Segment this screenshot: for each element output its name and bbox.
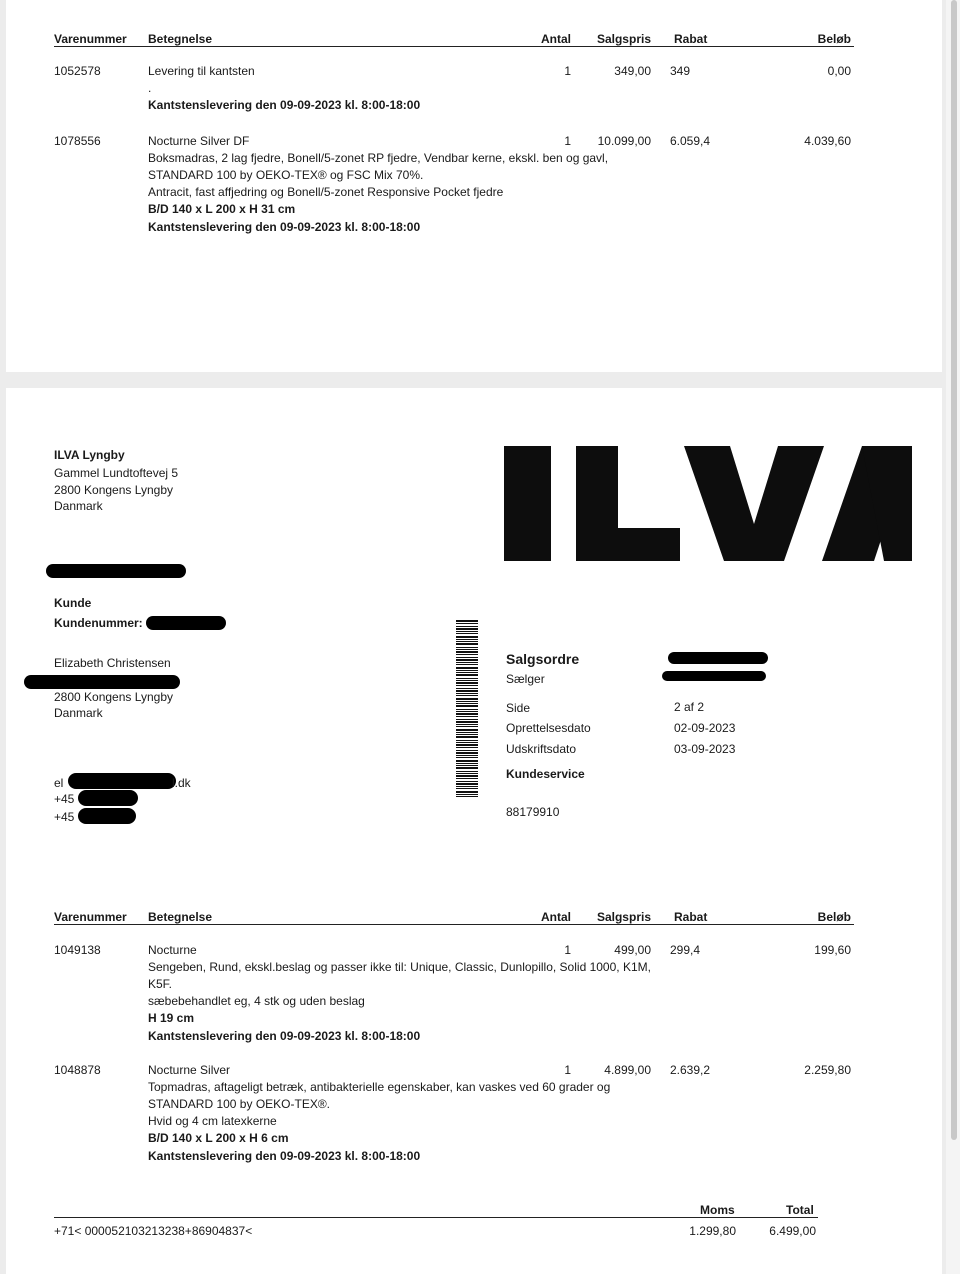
redaction-mark [668,652,768,664]
barcode-bar [456,657,478,658]
barcode-bar [456,672,478,673]
line-item-discount: 299,4 [670,943,701,957]
customer-service-phone: 88179910 [506,805,560,819]
barcode-bar [456,703,478,704]
line-item-detail: STANDARD 100 by OEKO-TEX® og FSC Mix 70%. [148,168,424,182]
line-item-detail: K5F. [148,977,173,991]
barcode-bar [456,633,478,634]
page-value: 2 af 2 [674,700,705,714]
customer-name: Elizabeth Christensen [54,656,171,670]
barcode-bar [456,755,478,756]
line-item-number: 1049138 [54,943,101,957]
barcode-bar [456,690,478,692]
line-item-detail: . [148,81,152,95]
barcode-bar [456,711,478,712]
seller-label: Sælger [506,672,545,686]
barcode-bar [456,695,478,696]
column-header-belob: Beløb [817,32,851,46]
line-item-number: 1078556 [54,134,101,148]
barcode-bar [456,678,478,679]
barcode-bar [456,641,478,642]
column-header-rabat: Rabat [674,32,708,46]
barcode-bar [456,698,478,700]
line-item-detail: Antracit, fast affjedring og Bonell/5-zonet Responsive Pocket fjedre [148,185,504,199]
order-title: Salgsordre [506,651,580,667]
barcode-bar [456,773,478,774]
column-header-antal: Antal [541,32,571,46]
barcode-bar [456,752,478,754]
vat-label: Moms [700,1203,735,1217]
barcode [456,620,478,800]
redaction-mark [68,773,176,789]
column-header-betegnelse: Betegnelse [148,910,213,924]
barcode-bar [456,757,478,758]
store-name: ILVA Lyngby [54,448,125,462]
created-date-value: 02-09-2023 [674,721,736,735]
column-header-varenummer: Varenummer [54,32,127,46]
barcode-bar [456,760,478,762]
barcode-bar [456,732,478,733]
redaction-mark [662,671,766,681]
barcode-bar [456,709,478,710]
line-item-price: 499,00 [614,943,651,957]
line-item-amount: 0,00 [827,64,851,78]
line-item-name: Nocturne Silver DF [148,134,250,148]
barcode-bar [456,783,478,785]
line-item-name: Nocturne Silver [148,1063,231,1077]
line-item-amount: 199,60 [814,943,851,957]
barcode-bar [456,734,478,735]
barcode-bar [456,736,478,738]
barcode-bar [456,740,478,741]
barcode-bar [456,724,478,725]
line-item-detail: Sengeben, Rund, ekskl.beslag og passer ikke til: Unique, Classic, Dunlopillo, Solid 1000, K1M, [148,960,651,974]
barcode-bar [456,664,478,665]
line-item-quantity: 1 [564,64,571,78]
barcode-bar [456,631,478,632]
customer-phone-2: +45 [54,810,75,824]
header-rule [54,924,854,925]
vat-value: 1.299,80 [689,1224,736,1238]
customer-email-start: el [54,776,64,790]
customer-city: 2800 Kongens Lyngby [54,690,173,704]
document-page-1 [6,0,942,372]
barcode-bar [456,680,478,681]
column-header-varenummer: Varenummer [54,910,127,924]
barcode-bar [456,693,478,694]
line-item-quantity: 1 [564,943,571,957]
barcode-bar [456,662,478,663]
line-item-delivery-info: Kantstenslevering den 09-09-2023 kl. 8:00-18:00 [148,98,421,112]
line-item-amount: 2.259,80 [804,1063,851,1077]
redaction-mark [78,790,138,806]
scrollbar-track[interactable] [946,0,960,1274]
redaction-mark [46,564,186,578]
line-item-name: Levering til kantsten [148,64,255,78]
barcode-bar [456,647,478,648]
barcode-bar [456,794,478,795]
line-item-price: 4.899,00 [604,1063,651,1077]
barcode-bar [456,685,478,686]
line-item-discount: 6.059,4 [670,134,711,148]
line-item-price: 10.099,00 [597,134,651,148]
column-header-rabat: Rabat [674,910,708,924]
scrollbar-thumb[interactable] [951,0,957,1140]
barcode-bar [456,742,478,743]
barcode-bar [456,747,478,748]
total-label: Total [786,1203,814,1217]
barcode-bar [456,670,478,671]
barcode-bar [456,636,478,638]
redaction-mark [146,616,226,630]
line-item-delivery-info: B/D 140 x L 200 x H 31 cm [148,202,296,216]
barcode-bar [456,643,478,645]
total-value: 6.499,00 [769,1224,816,1238]
store-country: Danmark [54,499,103,513]
totals-rule [54,1217,818,1218]
line-item-detail: STANDARD 100 by OEKO-TEX®. [148,1097,330,1111]
barcode-bar [456,750,478,751]
barcode-bar [456,771,478,772]
line-item-delivery-info: H 19 cm [148,1011,195,1025]
column-header-salgspris: Salgspris [596,32,651,46]
store-street: Gammel Lundtoftevej 5 [54,466,179,480]
line-item-delivery-info: Kantstenslevering den 09-09-2023 kl. 8:00-18:00 [148,1029,421,1043]
column-header-antal: Antal [541,910,571,924]
line-item-detail: Boksmadras, 2 lag fjedre, Bonell/5-zonet RP fjedre, Vendbar kerne, ekskl. ben og gavl, [148,151,609,165]
page-label: Side [506,701,531,715]
line-item-detail: sæbebehandlet eg, 4 stk og uden beslag [148,994,365,1008]
line-item-detail: Topmadras, aftageligt betræk, antibakterielle egenskaber, kan vaskes ved 60 grader og [148,1080,611,1094]
barcode-bar [456,626,478,627]
barcode-bar [456,781,478,782]
barcode-bar [456,651,478,653]
customer-label: Kunde [54,596,92,610]
barcode-bar [456,649,478,650]
barcode-bar [456,674,478,676]
barcode-bar [456,628,478,630]
barcode-bar [456,705,478,707]
barcode-bar [456,791,478,793]
barcode-bar [456,654,478,655]
created-date-label: Oprettelsesdato [506,721,591,735]
print-date-value: 03-09-2023 [674,742,736,756]
line-item-name: Nocturne [148,943,197,957]
line-item-amount: 4.039,60 [804,134,851,148]
line-item-quantity: 1 [564,134,571,148]
ilva-logo [504,446,912,561]
barcode-bar [456,786,478,787]
barcode-bar [456,682,478,684]
barcode-bar [456,623,478,624]
header-rule [54,46,854,47]
customer-country: Danmark [54,706,103,720]
barcode-bar [456,765,478,766]
barcode-bar [456,744,478,746]
line-item-number: 1052578 [54,64,101,78]
barcode-bar [456,767,478,769]
line-item-price: 349,00 [614,64,651,78]
barcode-bar [456,721,478,723]
line-item-delivery-info: B/D 140 x L 200 x H 6 cm [148,1131,289,1145]
line-item-number: 1048878 [54,1063,101,1077]
line-item-detail: Hvid og 4 cm latexkerne [148,1114,277,1128]
line-item-discount: 2.639,2 [670,1063,711,1077]
redaction-mark [78,808,136,824]
barcode-bar [456,719,478,720]
barcode-bar [456,726,478,727]
line-item-delivery-info: Kantstenslevering den 09-09-2023 kl. 8:00-18:00 [148,220,421,234]
document-page-2 [6,388,942,1274]
column-header-salgspris: Salgspris [596,910,651,924]
line-item-delivery-info: Kantstenslevering den 09-09-2023 kl. 8:00-18:00 [148,1149,421,1163]
barcode-bar [456,716,478,717]
barcode-bar [456,788,478,789]
line-item-discount: 349 [670,64,691,78]
barcode-bar [456,729,478,731]
barcode-bar [456,778,478,779]
customer-number-label: Kundenummer: [54,616,143,630]
customer-service-label: Kundeservice [506,767,585,781]
column-header-belob: Beløb [817,910,851,924]
redaction-mark [24,675,180,689]
barcode-bar [456,620,478,622]
barcode-bar [456,763,478,764]
line-item-quantity: 1 [564,1063,571,1077]
store-city: 2800 Kongens Lyngby [54,483,173,497]
barcode-bar [456,701,478,702]
barcode-bar [456,667,478,669]
barcode-bar [456,796,478,797]
barcode-bar [456,713,478,715]
print-date-label: Udskriftsdato [506,742,577,756]
barcode-bar [456,659,478,661]
barcode-bar [456,639,478,640]
customer-email-end: l.dk [172,776,191,790]
ocr-line: +71< 000052103213238+86904837< [54,1224,253,1238]
column-header-betegnelse: Betegnelse [148,32,213,46]
barcode-bar [456,775,478,777]
barcode-bar [456,688,478,689]
customer-phone-1: +45 [54,792,75,806]
